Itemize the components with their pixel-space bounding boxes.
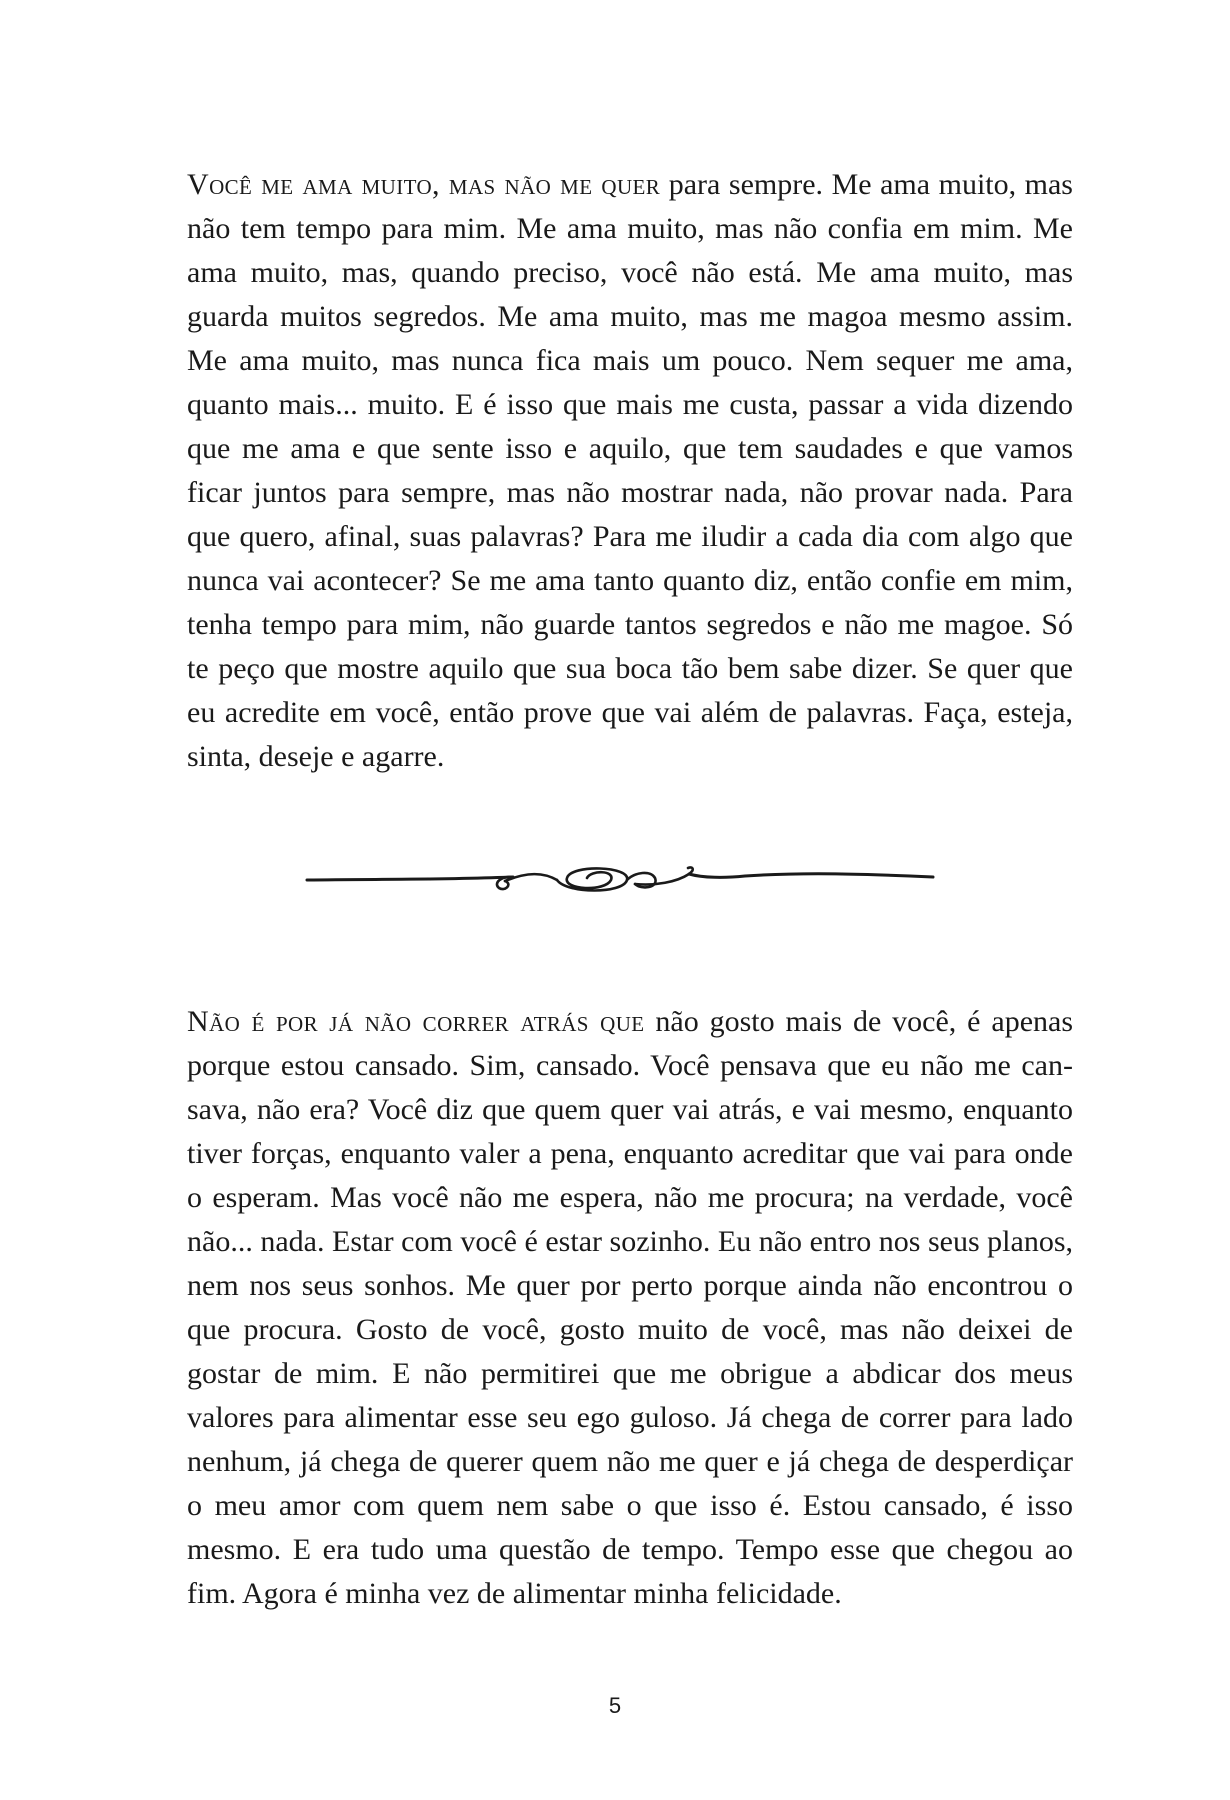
paragraph-2-body: não gosto mais de você, é apenas porque estou cansado. Sim, cansado. Você pensava que eu não me cansava, não era? Você diz que quem quer vai atrás, e vai mesmo, enquanto tiver forças, enquanto valer a pena, enquanto acreditar que vai para onde o esperam. Mas você não me espera, não me procura; na verdade, você não... nada. Estar com você é estar sozinho. Eu não entro nos seus planos, nem nos seus sonhos. Me quer por perto porque ainda não encontrou o que procura. Gosto de você, gosto muito de você, mas não deixei de gostar de mim. E não permitirei que me obrigue a abdicar dos meus valores para alimentar esse seu ego guloso. Já chega de correr para lado nenhum, já chega de querer quem não me quer e já chega de desperdiçar o meu amor com quem nem sabe o que isso é. Estou cansado, é isso mesmo. E era tudo uma questão de tempo. Tempo esse que chegou ao fim. Agora é minha vez de alimentar minha felicidade.	[187, 1005, 1073, 1610]
paragraph-1-lead: Você me ama muito, mas não me quer	[187, 168, 661, 201]
page-number: 5	[608, 1693, 622, 1718]
paragraph-2-lead: Não é por já não correr atrás que	[187, 1005, 645, 1038]
paragraph-1	[187, 163, 1073, 779]
paragraph-2	[187, 1000, 1073, 1616]
paragraph-1-body: para sempre. Me ama muito, mas não tem tempo para mim. Me ama muito, mas não confia em mim. Me ama muito, mas, quando preciso, você não está. Me ama muito, mas guarda muitos segredos. Me ama muito, mas me magoa mesmo assim. Me ama muito, mas nunca fica mais um pouco. Nem sequer me ama, quanto mais... muito. E é isso que mais me custa, passar a vida dizendo que me ama e que sente isso e aquilo, que tem saudades e que vamos ficar juntos para sempre, mas não mostrar nada, não provar nada. Para que quero, afinal, suas palavras? Para me iludir a cada dia com algo que nunca vai acontecer? Se me ama tanto quanto diz, então confie em mim, tenha tempo para mim, não guarde tantos segredos e não me magoe. Só te peço que mostre aquilo que sua boca tão bem sabe dizer. Se quer que eu acredite em você, então prove que vai além de palavras. Faça, esteja, sinta, deseje e agarre.	[187, 168, 1073, 773]
flourish-divider-icon	[305, 848, 935, 908]
